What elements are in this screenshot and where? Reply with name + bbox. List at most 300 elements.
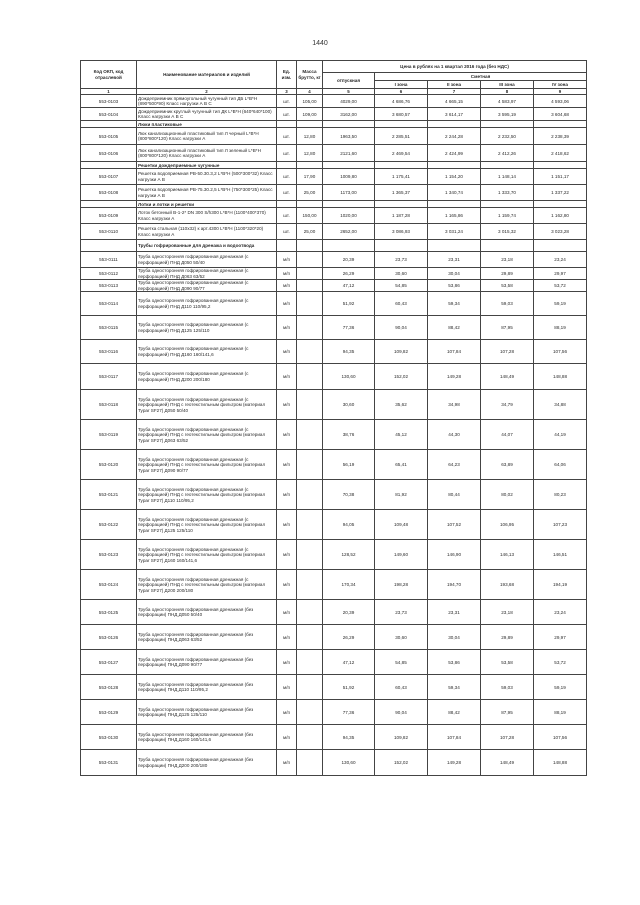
release-price-cell: 130,60 — [323, 364, 375, 390]
name-cell: Решетка водоприемная РВ-75.30.2,5 L*B*H (750*300*25) Класс нагрузки А В — [137, 185, 277, 201]
empty-cell — [323, 201, 375, 208]
header-zone-2: II зона — [428, 81, 481, 89]
table-row — [81, 390, 587, 420]
name-cell: Решетка стальная (110x32) к арт.4300 L*B*H (1100*320*20) Класс нагрузки А — [137, 224, 277, 240]
code-cell: 553-0119 — [81, 420, 137, 450]
release-price-cell: 1020,00 — [323, 208, 375, 224]
release-price-cell: 47,12 — [323, 650, 375, 675]
code-cell: 553-0111 — [81, 252, 137, 268]
zone-2-price-cell: 30,04 — [428, 268, 481, 280]
zone-4-price-cell: 194,19 — [534, 570, 587, 600]
empty-cell — [375, 240, 428, 252]
table-row — [81, 292, 587, 316]
empty-cell — [277, 121, 297, 128]
zone-1-price-cell: 1 365,37 — [375, 185, 428, 201]
zone-1-price-cell: 81,92 — [375, 480, 428, 510]
mass-cell — [297, 316, 323, 340]
zone-3-price-cell: 23,18 — [481, 252, 534, 268]
empty-cell — [297, 240, 323, 252]
empty-cell — [297, 201, 323, 208]
empty-cell — [481, 240, 534, 252]
mass-cell: 109,00 — [297, 108, 323, 121]
unit-cell: шт. — [277, 128, 297, 145]
empty-cell — [277, 240, 297, 252]
price-table — [80, 60, 587, 776]
zone-2-price-cell: 64,23 — [428, 450, 481, 480]
mass-cell: 25,00 — [297, 185, 323, 201]
zone-3-price-cell: 1 148,14 — [481, 169, 534, 185]
name-cell: Дождеприемник круглый чугунный тип ДК L*B*H (640*640*100) Класс нагрузки А В С — [137, 108, 277, 121]
code-cell: 553-0130 — [81, 725, 137, 750]
zone-2-price-cell: 146,90 — [428, 540, 481, 570]
zone-2-price-cell: 107,84 — [428, 725, 481, 750]
zone-1-price-cell: 3 680,57 — [375, 108, 428, 121]
name-cell: Труба односторонняя гофрированная дренажная (с перфорацией) ПНД Д200 200/180 — [137, 364, 277, 390]
unit-cell: м/п — [277, 292, 297, 316]
zone-2-price-cell: 149,28 — [428, 750, 481, 776]
name-cell: Труба односторонняя гофрированная дренажная (без перфорации) ПНД Д050 50/40 — [137, 600, 277, 625]
zone-4-price-cell: 2 418,62 — [534, 145, 587, 162]
code-cell: 553-0116 — [81, 340, 137, 364]
release-price-cell: 51,92 — [323, 675, 375, 700]
mass-cell — [297, 364, 323, 390]
zone-2-price-cell: 107,84 — [428, 340, 481, 364]
table-row — [81, 750, 587, 776]
empty-cell — [481, 162, 534, 169]
zone-4-price-cell: 148,88 — [534, 364, 587, 390]
release-price-cell: 1009,80 — [323, 169, 375, 185]
zone-1-price-cell: 2 469,54 — [375, 145, 428, 162]
release-price-cell: 170,34 — [323, 570, 375, 600]
release-price-cell: 2121,60 — [323, 145, 375, 162]
unit-cell: м/п — [277, 510, 297, 540]
section-title: Решетки дождеприемные чугунные — [137, 162, 277, 169]
release-price-cell: 77,36 — [323, 700, 375, 725]
table-row — [81, 725, 587, 750]
table-row — [81, 169, 587, 185]
table-row — [81, 450, 587, 480]
code-cell: 553-0128 — [81, 675, 137, 700]
zone-2-price-cell: 30,04 — [428, 625, 481, 650]
empty-cell — [428, 201, 481, 208]
unit-cell: м/п — [277, 725, 297, 750]
code-cell: 553-0124 — [81, 570, 137, 600]
code-cell: 553-0113 — [81, 280, 137, 292]
zone-4-price-cell: 59,19 — [534, 675, 587, 700]
zone-2-price-cell: 1 165,86 — [428, 208, 481, 224]
code-cell: 553-0109 — [81, 208, 137, 224]
unit-cell: м/п — [277, 450, 297, 480]
empty-cell — [375, 162, 428, 169]
mass-cell — [297, 390, 323, 420]
zone-4-price-cell: 1 162,80 — [534, 208, 587, 224]
unit-cell: м/п — [277, 340, 297, 364]
section-row — [81, 162, 587, 169]
empty-cell — [534, 162, 587, 169]
unit-cell: м/п — [277, 600, 297, 625]
table-row — [81, 208, 587, 224]
zone-2-price-cell: 53,86 — [428, 650, 481, 675]
unit-cell: м/п — [277, 268, 297, 280]
header-estimate: Сметная — [375, 73, 587, 81]
mass-cell: 12,80 — [297, 128, 323, 145]
header-zone-4: IV зона — [534, 81, 587, 89]
code-cell: 553-0126 — [81, 625, 137, 650]
empty-cell — [534, 240, 587, 252]
section-code-cell — [81, 121, 137, 128]
zone-4-price-cell: 29,97 — [534, 268, 587, 280]
name-cell: Труба односторонняя гофрированная дренажная (с перфорацией) ПНД с геотекстильным фильтром (материал Typar SF27) Д200 200/180 — [137, 570, 277, 600]
zone-4-price-cell: 107,56 — [534, 340, 587, 364]
empty-cell — [323, 121, 375, 128]
zone-2-price-cell: 2 244,28 — [428, 128, 481, 145]
mass-cell — [297, 450, 323, 480]
zone-1-price-cell: 149,60 — [375, 540, 428, 570]
header-unit: Ед. изм. — [277, 61, 297, 89]
mass-cell — [297, 600, 323, 625]
table-body — [81, 95, 587, 776]
zone-3-price-cell: 44,07 — [481, 420, 534, 450]
zone-2-price-cell: 107,52 — [428, 510, 481, 540]
zone-1-price-cell: 54,85 — [375, 650, 428, 675]
table-row — [81, 700, 587, 725]
zone-2-price-cell: 3 031,24 — [428, 224, 481, 240]
unit-cell: шт. — [277, 208, 297, 224]
zone-1-price-cell: 90,04 — [375, 700, 428, 725]
table-row — [81, 145, 587, 162]
zone-3-price-cell: 63,89 — [481, 450, 534, 480]
table-row — [81, 510, 587, 540]
mass-cell — [297, 750, 323, 776]
empty-cell — [323, 162, 375, 169]
table-row — [81, 675, 587, 700]
zone-1-price-cell: 45,12 — [375, 420, 428, 450]
unit-cell: м/п — [277, 750, 297, 776]
table-row — [81, 185, 587, 201]
name-cell: Труба односторонняя гофрированная дренажная (с перфорацией) ПНД с геотекстильным фильтром (материал Typar SF27) Д090 90/77 — [137, 450, 277, 480]
release-price-cell: 130,60 — [323, 750, 375, 776]
zone-1-price-cell: 65,41 — [375, 450, 428, 480]
code-cell: 553-0104 — [81, 108, 137, 121]
empty-cell — [428, 240, 481, 252]
zone-4-price-cell: 107,56 — [534, 725, 587, 750]
zone-2-price-cell: 3 614,17 — [428, 108, 481, 121]
zone-4-price-cell: 29,97 — [534, 625, 587, 650]
page-number: 1440 — [312, 40, 328, 47]
release-price-cell: 77,36 — [323, 316, 375, 340]
col-number: 5 — [323, 89, 375, 95]
code-cell: 553-0129 — [81, 700, 137, 725]
col-number: 3 — [277, 89, 297, 95]
col-number: 6 — [375, 89, 428, 95]
mass-cell — [297, 510, 323, 540]
zone-4-price-cell: 23,24 — [534, 252, 587, 268]
name-cell: Труба односторонняя гофрированная дренажная (с перфорацией) ПНД Д125 125/110 — [137, 316, 277, 340]
mass-cell — [297, 292, 323, 316]
zone-4-price-cell: 64,06 — [534, 450, 587, 480]
section-row — [81, 240, 587, 252]
unit-cell: м/п — [277, 390, 297, 420]
unit-cell: м/п — [277, 364, 297, 390]
zone-3-price-cell: 4 583,97 — [481, 95, 534, 108]
name-cell: Труба односторонняя гофрированная дренажная (с перфорацией) ПНД с геотекстильным фильтром (материал Typar SF27) Д125 125/110 — [137, 510, 277, 540]
zone-1-price-cell: 109,82 — [375, 725, 428, 750]
empty-cell — [375, 201, 428, 208]
mass-cell — [297, 540, 323, 570]
code-cell: 553-0117 — [81, 364, 137, 390]
empty-cell — [481, 201, 534, 208]
code-cell: 553-0125 — [81, 600, 137, 625]
code-cell: 553-0105 — [81, 128, 137, 145]
zone-3-price-cell: 59,03 — [481, 292, 534, 316]
zone-3-price-cell: 193,68 — [481, 570, 534, 600]
zone-3-price-cell: 59,03 — [481, 675, 534, 700]
zone-3-price-cell: 87,95 — [481, 700, 534, 725]
table-row — [81, 570, 587, 600]
header-zone-3: III зона — [481, 81, 534, 89]
zone-1-price-cell: 30,60 — [375, 268, 428, 280]
zone-4-price-cell: 53,72 — [534, 650, 587, 675]
col-number: 9 — [534, 89, 587, 95]
zone-3-price-cell: 107,28 — [481, 725, 534, 750]
mass-cell — [297, 268, 323, 280]
zone-3-price-cell: 29,89 — [481, 268, 534, 280]
empty-cell — [323, 240, 375, 252]
empty-cell — [428, 121, 481, 128]
release-price-cell: 38,76 — [323, 420, 375, 450]
name-cell: Люк канализационный пластиковый тип Л черный L*B*H (800*800*120) Класс нагрузки А — [137, 128, 277, 145]
zone-3-price-cell: 29,89 — [481, 625, 534, 650]
zone-3-price-cell: 148,49 — [481, 750, 534, 776]
table-row — [81, 268, 587, 280]
zone-1-price-cell: 60,43 — [375, 675, 428, 700]
zone-3-price-cell: 146,13 — [481, 540, 534, 570]
name-cell: Труба односторонняя гофрированная дренажная (без перфорации) ПНД Д063 63/52 — [137, 625, 277, 650]
header-mass: Масса брутто, кг — [297, 61, 323, 89]
zone-3-price-cell: 2 232,50 — [481, 128, 534, 145]
zone-1-price-cell: 109,48 — [375, 510, 428, 540]
table-row — [81, 480, 587, 510]
name-cell: Люк канализационный пластиковый тип Л зеленый L*B*H (800*800*120) Класс нагрузки А — [137, 145, 277, 162]
unit-cell: м/п — [277, 252, 297, 268]
code-cell: 553-0107 — [81, 169, 137, 185]
zone-1-price-cell: 30,60 — [375, 625, 428, 650]
zone-1-price-cell: 60,43 — [375, 292, 428, 316]
zone-1-price-cell: 23,73 — [375, 252, 428, 268]
unit-cell: шт. — [277, 108, 297, 121]
table-row — [81, 650, 587, 675]
release-price-cell: 26,29 — [323, 268, 375, 280]
code-cell: 553-0114 — [81, 292, 137, 316]
col-number: 2 — [137, 89, 277, 95]
zone-2-price-cell: 59,34 — [428, 675, 481, 700]
zone-2-price-cell: 1 340,74 — [428, 185, 481, 201]
release-price-cell: 47,12 — [323, 280, 375, 292]
table-row — [81, 224, 587, 240]
zone-3-price-cell: 148,49 — [481, 364, 534, 390]
col-number: 4 — [297, 89, 323, 95]
unit-cell: м/п — [277, 650, 297, 675]
zone-4-price-cell: 34,88 — [534, 390, 587, 420]
code-cell: 553-0110 — [81, 224, 137, 240]
zone-3-price-cell: 107,28 — [481, 340, 534, 364]
section-title: Лотки и лотки и решетки — [137, 201, 277, 208]
mass-cell: 150,00 — [297, 208, 323, 224]
empty-cell — [481, 121, 534, 128]
zone-1-price-cell: 198,28 — [375, 570, 428, 600]
name-cell: Труба односторонняя гофрированная дренажная (с перфорацией) ПНД с геотекстильным фильтром (материал Typar SF27) Д160 160/141,6 — [137, 540, 277, 570]
empty-cell — [534, 121, 587, 128]
section-code-cell — [81, 162, 137, 169]
table-row — [81, 316, 587, 340]
table-row — [81, 280, 587, 292]
empty-cell — [297, 162, 323, 169]
zone-4-price-cell: 107,23 — [534, 510, 587, 540]
table-header — [81, 61, 587, 95]
table-row — [81, 420, 587, 450]
zone-3-price-cell: 80,02 — [481, 480, 534, 510]
section-title: Трубы гофрированные для дренажа и водоотвода — [137, 240, 277, 252]
table-row — [81, 95, 587, 108]
zone-3-price-cell: 23,18 — [481, 600, 534, 625]
table-row — [81, 128, 587, 145]
code-cell: 553-0123 — [81, 540, 137, 570]
section-code-cell — [81, 240, 137, 252]
release-price-cell: 94,35 — [323, 340, 375, 364]
zone-2-price-cell: 80,44 — [428, 480, 481, 510]
zone-1-price-cell: 109,82 — [375, 340, 428, 364]
mass-cell — [297, 480, 323, 510]
mass-cell — [297, 625, 323, 650]
name-cell: Труба односторонняя гофрированная дренажная (без перфорации) ПНД Д110 110/95,2 — [137, 675, 277, 700]
zone-2-price-cell: 4 665,15 — [428, 95, 481, 108]
zone-2-price-cell: 1 154,20 — [428, 169, 481, 185]
code-cell: 553-0131 — [81, 750, 137, 776]
zone-2-price-cell: 2 424,99 — [428, 145, 481, 162]
zone-4-price-cell: 1 151,17 — [534, 169, 587, 185]
zone-3-price-cell: 87,95 — [481, 316, 534, 340]
mass-cell — [297, 725, 323, 750]
unit-cell: м/п — [277, 700, 297, 725]
zone-2-price-cell: 88,42 — [428, 316, 481, 340]
unit-cell: м/п — [277, 675, 297, 700]
zone-3-price-cell: 53,58 — [481, 280, 534, 292]
zone-4-price-cell: 44,19 — [534, 420, 587, 450]
code-cell: 553-0120 — [81, 450, 137, 480]
zone-3-price-cell: 1 159,74 — [481, 208, 534, 224]
table-row — [81, 540, 587, 570]
release-price-cell: 70,38 — [323, 480, 375, 510]
name-cell: Труба односторонняя гофрированная дренажная (с перфорацией) ПНД Д063 63/52 — [137, 268, 277, 280]
zone-2-price-cell: 34,98 — [428, 390, 481, 420]
name-cell: Труба односторонняя гофрированная дренажная (без перфорации) ПНД Д125 125/110 — [137, 700, 277, 725]
code-cell: 553-0122 — [81, 510, 137, 540]
unit-cell: шт. — [277, 145, 297, 162]
empty-cell — [277, 162, 297, 169]
code-cell: 553-0127 — [81, 650, 137, 675]
name-cell: Дождеприемник прямоугольный чугунный тип ДБ L*B*H (890*500*90) Класс нагрузки А В С — [137, 95, 277, 108]
code-cell: 553-0106 — [81, 145, 137, 162]
table-row — [81, 625, 587, 650]
unit-cell: шт. — [277, 169, 297, 185]
unit-cell: м/п — [277, 540, 297, 570]
name-cell: Труба односторонняя гофрированная дренажная (с перфорацией) ПНД Д110 110/95,2 — [137, 292, 277, 316]
table-row — [81, 108, 587, 121]
zone-1-price-cell: 152,02 — [375, 750, 428, 776]
mass-cell — [297, 700, 323, 725]
empty-cell — [375, 121, 428, 128]
name-cell: Труба односторонняя гофрированная дренажная (с перфорацией) ПНД с геотекстильным фильтром (материал Typar SF27) Д110 110/95,2 — [137, 480, 277, 510]
mass-cell: 105,00 — [297, 95, 323, 108]
release-price-cell: 26,29 — [323, 625, 375, 650]
release-price-cell: 1963,50 — [323, 128, 375, 145]
zone-4-price-cell: 4 593,06 — [534, 95, 587, 108]
name-cell: Лоток бетонный В-1-2* DN 300 S/h300 L*B*H (1100*400*370) Класс нагрузки А — [137, 208, 277, 224]
zone-1-price-cell: 90,04 — [375, 316, 428, 340]
code-cell: 553-0121 — [81, 480, 137, 510]
zone-3-price-cell: 3 595,19 — [481, 108, 534, 121]
mass-cell: 17,90 — [297, 169, 323, 185]
release-price-cell: 94,05 — [323, 510, 375, 540]
zone-2-price-cell: 23,31 — [428, 600, 481, 625]
name-cell: Труба односторонняя гофрированная дренажная (без перфорации) ПНД Д090 90/77 — [137, 650, 277, 675]
unit-cell: м/п — [277, 420, 297, 450]
unit-cell: м/п — [277, 570, 297, 600]
mass-cell: 25,00 — [297, 224, 323, 240]
mass-cell — [297, 650, 323, 675]
col-number: 1 — [81, 89, 137, 95]
zone-1-price-cell: 3 086,93 — [375, 224, 428, 240]
release-price-cell: 20,39 — [323, 252, 375, 268]
table-row — [81, 340, 587, 364]
zone-4-price-cell: 80,23 — [534, 480, 587, 510]
name-cell: Труба односторонняя гофрированная дренажная (с перфорацией) ПНД Д050 50/40 — [137, 252, 277, 268]
zone-2-price-cell: 88,42 — [428, 700, 481, 725]
release-price-cell: 30,60 — [323, 390, 375, 420]
mass-cell — [297, 280, 323, 292]
zone-2-price-cell: 23,31 — [428, 252, 481, 268]
unit-cell: шт. — [277, 95, 297, 108]
zone-4-price-cell: 53,72 — [534, 280, 587, 292]
zone-1-price-cell: 4 686,76 — [375, 95, 428, 108]
unit-cell: шт. — [277, 185, 297, 201]
empty-cell — [277, 201, 297, 208]
zone-1-price-cell: 1 187,28 — [375, 208, 428, 224]
release-price-cell: 3162,00 — [323, 108, 375, 121]
zone-4-price-cell: 59,19 — [534, 292, 587, 316]
zone-4-price-cell: 3 023,28 — [534, 224, 587, 240]
zone-2-price-cell: 44,30 — [428, 420, 481, 450]
release-price-cell: 128,52 — [323, 540, 375, 570]
unit-cell: шт. — [277, 224, 297, 240]
empty-cell — [428, 162, 481, 169]
mass-cell — [297, 340, 323, 364]
section-row — [81, 201, 587, 208]
header-price-title: Цена в рублях на 1 квартал 2016 года (без НДС) — [323, 61, 587, 73]
unit-cell: м/п — [277, 480, 297, 510]
section-row — [81, 121, 587, 128]
release-price-cell: 51,92 — [323, 292, 375, 316]
table-row — [81, 600, 587, 625]
mass-cell — [297, 570, 323, 600]
release-price-cell: 1173,00 — [323, 185, 375, 201]
zone-1-price-cell: 1 175,41 — [375, 169, 428, 185]
release-price-cell: 94,35 — [323, 725, 375, 750]
zone-3-price-cell: 34,79 — [481, 390, 534, 420]
code-cell: 553-0115 — [81, 316, 137, 340]
header-zone-1: I зона — [375, 81, 428, 89]
release-price-cell: 20,39 — [323, 600, 375, 625]
